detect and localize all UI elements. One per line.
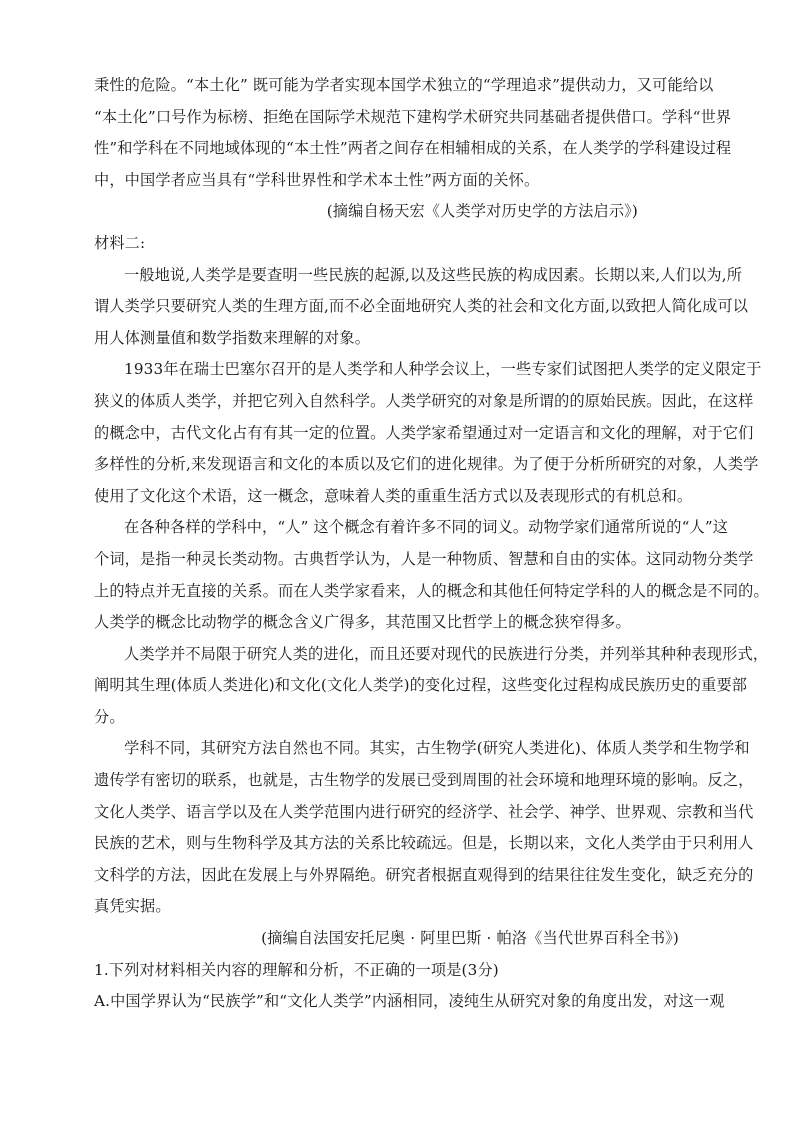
text-line: 性”和学科在不同地域体现的“本土性”两者之间存在相辅相成的关系，在人类学的学科建设过程 — [94, 139, 732, 158]
text-line: 真凭实据。 — [94, 897, 171, 916]
text-line: 民族的艺术，则与生物科学及其方法的关系比较疏远。但是，长期以来，文化人类学由于只利用人 — [94, 834, 754, 853]
text-line: 遗传学有密切的联系，也就是，古生物学的发展已受到周围的社会环境和地理环境的影响。反之， — [94, 771, 754, 790]
material2-paragraph-3 — [94, 512, 769, 638]
material2-paragraph-1 — [94, 260, 749, 355]
text-line: 文科学的方法，因此在发展上与外界隔绝。研究者根据直观得到的结果往往发生变化，缺乏充分的 — [94, 865, 754, 884]
text-line: 1933年在瑞士巴塞尔召开的是人类学和人种学会议上，一些专家们试图把人类学的定义限定于 — [124, 360, 762, 379]
text-line: 人类学并不局限于研究人类的进化，而且还要对现代的民族进行分类，并列举其种种表现形式， — [124, 644, 769, 663]
text-line: 学科不同，其研究方法自然也不同。其实，古生物学(研究人类进化)、体质人类学和生物学和 — [124, 739, 750, 758]
material1-tail-paragraph — [94, 70, 732, 196]
text-line: 分。 — [94, 707, 125, 726]
material2-paragraph-5 — [94, 733, 754, 923]
text-line: 狭义的体质人类学，并把它列入自然科学。人类学研究的对象是所谓的的原始民族。因此，在这样 — [94, 391, 754, 410]
text-line: 谓人类学只要研究人类的生理方面,而不必全面地研究人类的社会和文化方面,以致把人简化成可以 — [94, 297, 749, 316]
document-page — [94, 70, 769, 1018]
material2-paragraph-4 — [94, 639, 769, 734]
text-line: 阐明其生理(体质人类进化)和文化(文化人类学)的变化过程，这些变化过程构成民族历史的重要部 — [94, 676, 748, 695]
material2-citation: (摘编自法国安托尼奥 · 阿里巴斯 · 帕洛《当代世界百科全书》) — [261, 929, 679, 948]
text-line: 人类学的概念比动物学的概念含义广得多，其范围又比哲学上的概念狭窄得多。 — [94, 613, 631, 632]
material2-heading: 材料二: — [94, 233, 146, 252]
material1-citation: (摘编自杨天宏《人类学对历史学的方法启示》) — [326, 202, 638, 221]
question-1-stem: 1.下列对材料相关内容的理解和分析，不正确的一项是(3分) — [94, 960, 499, 979]
text-line: 的概念中，古代文化占有有其一定的位置。人类学家希望通过对一定语言和文化的理解，对于它们 — [94, 423, 754, 442]
text-line: 文化人类学、语言学以及在人类学范围内进行研究的经济学、社会学、神学、世界观、宗教和当代 — [94, 802, 754, 821]
text-line: 上的特点并无直接的关系。而在人类学家看来，人的概念和其他任何特定学科的人的概念是不同的。 — [94, 581, 769, 600]
text-line: 用人体测量值和数学指数来理解的对象。 — [94, 328, 371, 347]
text-line: 一般地说,人类学是要查明一些民族的起源,以及这些民族的构成因素。长期以来,人们以为,所 — [124, 265, 743, 284]
text-line: 多样性的分析,来发现语言和文化的本质以及它们的进化规律。为了便于分析所研究的对象，人类学 — [94, 455, 759, 474]
text-line: 中，中国学者应当具有“学科世界性和学术本土性”两方面的关怀。 — [94, 170, 540, 189]
text-line: 使用了文化这个术语，这一概念，意味着人类的重重生活方式以及表现形式的有机总和。 — [94, 486, 693, 505]
text-line: 在各种各样的学科中，“人” 这个概念有着许多不同的词义。动物学家们通常所说的“人”这 — [124, 518, 729, 537]
text-line: 秉性的危险。“本土化” 既可能为学者实现本国学术独立的“学理追求”提供动力，又可能给以 — [94, 76, 714, 94]
text-line: 个词，是指一种灵长类动物。古典哲学认为，人是一种物质、智慧和自由的实体。这同动物分类学 — [94, 549, 754, 568]
material2-paragraph-2 — [94, 354, 762, 512]
question-1-option-a: A.中国学界认为“民族学”和“文化人类学”内涵相同，凌纯生从研究对象的角度出发，对这一观 — [94, 992, 725, 1011]
text-line: “本土化”口号作为标榜、拒绝在国际学术规范下建构学术研究共同基础者提供借口。学科“世界 — [94, 107, 732, 126]
